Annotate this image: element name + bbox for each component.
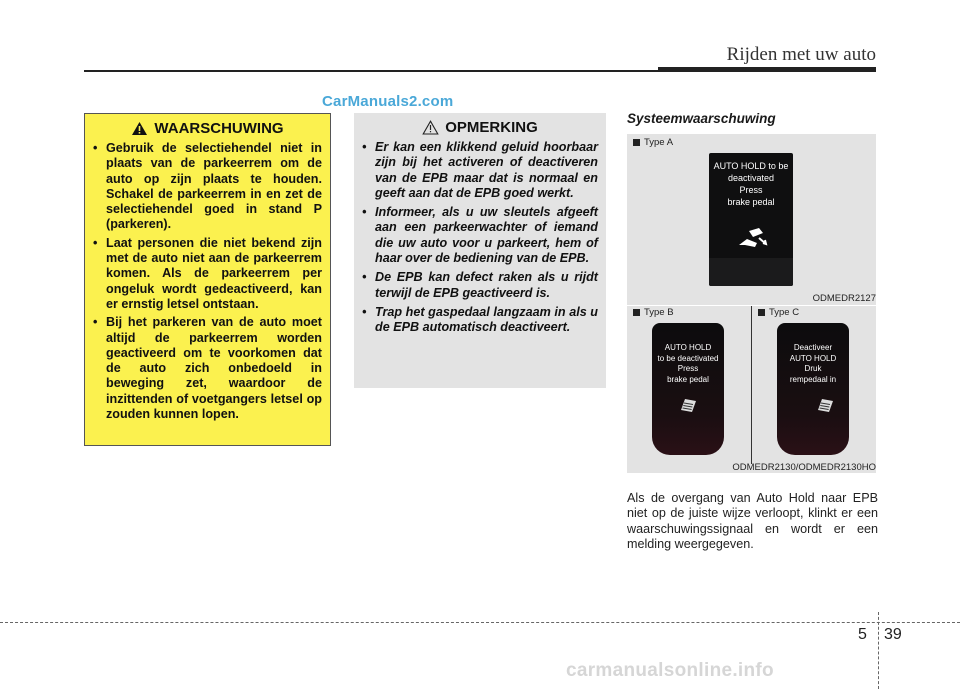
warning-heading [93, 120, 322, 137]
warning-item: • Bij het parkeren van de auto moet altijd de parkeerrem worden geactiveerd om te voorkomen dat de auto zich onbedoeld in beweging zet, waardoor de inzittenden of voetgangers letsel op zouden kunnen lopen. [93, 315, 322, 422]
footer-rule [0, 622, 960, 623]
body-paragraph: Als de overgang van Auto Hold naar EPB niet op de juiste wijze verloopt, klinkt er een waarschuwingssignaal en wordt er een melding weergegeven. [627, 491, 878, 552]
display-message: AUTO HOLD to be deactivated Press brake pedal [657, 343, 719, 384]
cluster-display-type-b [652, 323, 724, 455]
watermark-bottom-link[interactable]: carmanualsonline.info [566, 660, 774, 681]
note-item: • De EPB kan defect raken als u rijdt terwijl de EPB geactiveerd is. [362, 270, 598, 300]
warning-title: WAARSCHUWING [154, 120, 284, 137]
foot-on-pedal-icon [735, 225, 769, 251]
figure-column-divider [751, 306, 752, 464]
note-item: • Trap het gaspedaal langzaam in als u de EPB automatisch deactiveert. [362, 304, 598, 335]
cluster-display-type-a [709, 153, 793, 286]
note-item: • Er kan een klikkend geluid hoorbaar zijn bij het activeren of deactiveren van de EPB maar dat is normaal en geeft aan dat de EPB goed werkt. [362, 140, 598, 200]
type-c-label: Type C [758, 307, 799, 318]
caution-triangle-icon [422, 120, 439, 135]
header-rule [84, 70, 658, 72]
display-message: Deactiveer AUTO HOLD Druk rempedaal in [789, 343, 837, 384]
warning-box [84, 113, 331, 446]
display-message: AUTO HOLD to be deactivated Press brake pedal [713, 161, 789, 207]
type-b-label: Type B [633, 307, 674, 318]
display-bottom-strip [709, 258, 793, 286]
note-item: • Informeer, als u uw sleutels afgeeft aan een parkeerwachter of iemand die uw auto voor u parkeert, hem of haar over de bediening van de EPB. [362, 205, 598, 266]
note-heading [362, 119, 598, 136]
footer-divider [878, 612, 879, 689]
warning-item: • Gebruik de selectiehendel niet in plaats van de parkeerrem om de auto op zijn plaats te houden. Schakel de parkeerrem in en zet de selectiehendel goed in stand P (parkeren). [93, 141, 322, 232]
brake-pedal-icon [815, 397, 835, 413]
section-title: Systeemwaarschuwing [627, 111, 776, 126]
running-header: Rijden met uw auto [726, 44, 876, 65]
square-bullet-icon [758, 309, 765, 316]
chapter-number: 5 [858, 626, 867, 643]
note-box [354, 113, 606, 388]
square-bullet-icon [633, 139, 640, 146]
header-rule-accent [658, 67, 876, 72]
brake-pedal-icon [678, 397, 698, 413]
page-number: 39 [884, 626, 902, 643]
figure-code-bc: ODMEDR2130/ODMEDR2130HO [732, 462, 876, 473]
type-a-label: Type A [633, 137, 673, 148]
watermark-top-link[interactable]: CarManuals2.com [322, 93, 454, 110]
warning-item: • Laat personen die niet bekend zijn met de auto niet aan de parkeerrem komen. Als de parkeerrem per ongeluk wordt gedeactiveerd, kan er ernstig letsel ontstaan. [93, 235, 322, 311]
cluster-display-type-c [777, 323, 849, 455]
warning-list [93, 141, 322, 422]
figure-code-a: ODMEDR2127 [812, 293, 876, 304]
warning-triangle-icon [131, 121, 148, 136]
square-bullet-icon [633, 309, 640, 316]
note-list [362, 140, 598, 336]
note-title: OPMERKING [445, 119, 538, 136]
